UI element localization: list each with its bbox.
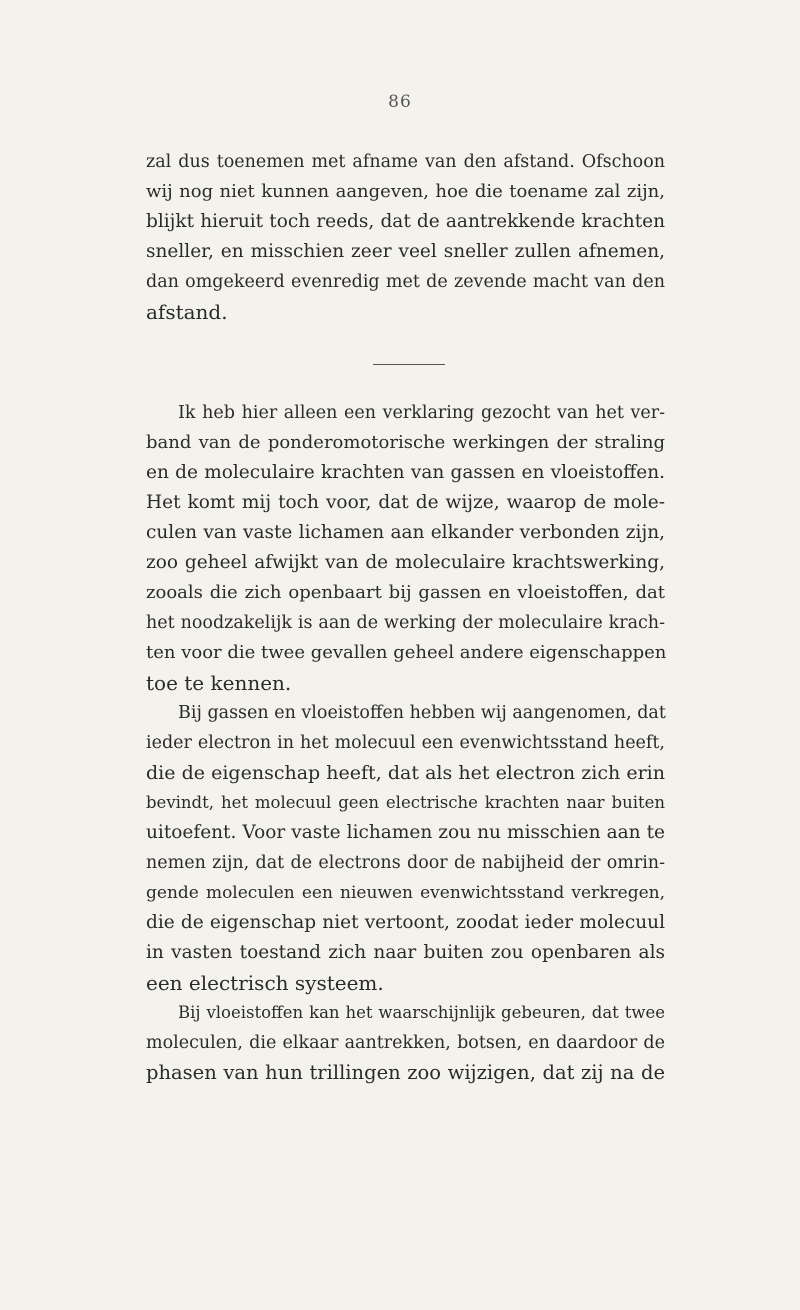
text-line: een electrisch systeem. xyxy=(146,971,384,995)
text-line: gende moleculen een nieuwen evenwichtsstand verkregen, xyxy=(146,883,665,903)
text-line: sneller, en misschien zeer veel sneller zullen afnemen, xyxy=(146,241,665,262)
page-number: 86 xyxy=(388,92,412,112)
text-line: bevindt, het molecuul geen electrische krachten naar buiten xyxy=(146,793,665,812)
text-line: Bij gassen en vloeistoffen hebben wij aangenomen, dat xyxy=(178,703,666,723)
text-line: uitoefent. Voor vaste lichamen zou nu misschien aan te xyxy=(146,822,665,843)
text-line: culen van vaste lichamen aan elkander verbonden zijn, xyxy=(146,522,665,543)
text-line: zal dus toenemen met afname van den afstand. Ofschoon xyxy=(146,152,665,172)
text-line: het noodzakelijk is aan de werking der moleculaire krach- xyxy=(146,613,665,633)
text-line: die de eigenschap niet vertoont, zoodat ieder molecuul xyxy=(146,912,665,933)
text-line: en de moleculaire krachten van gassen en vloeistoffen. xyxy=(146,462,665,483)
text-line: dan omgekeerd evenredig met de zevende macht van den xyxy=(146,272,665,292)
text-line: phasen van hun trillingen zoo wijzigen, dat zij na de xyxy=(146,1061,665,1084)
text-line: band van de ponderomotorische werkingen der straling xyxy=(146,432,665,453)
text-line: moleculen, die elkaar aantrekken, botsen, en daardoor de xyxy=(146,1033,665,1053)
text-line: blijkt hieruit toch reeds, dat de aantrekkende krachten xyxy=(146,211,665,232)
text-line: Ik heb hier alleen een verklaring gezocht van het ver- xyxy=(178,403,665,423)
text-line: ten voor die twee gevallen geheel andere eigenschappen xyxy=(146,642,667,663)
text-line: toe te kennen. xyxy=(146,671,292,695)
text-line: zoo geheel afwijkt van de moleculaire krachtswerking, xyxy=(146,552,665,573)
text-line: in vasten toestand zich naar buiten zou openbaren als xyxy=(146,942,665,963)
text-line: Het komt mij toch voor, dat de wijze, waarop de mole- xyxy=(146,492,665,513)
text-line: Bij vloeistoffen kan het waarschijnlijk gebeuren, dat twee xyxy=(178,1003,665,1022)
text-line: die de eigenschap heeft, dat als het electron zich erin xyxy=(146,762,665,784)
text-line: zooals die zich openbaart bij gassen en vloeistoffen, dat xyxy=(146,582,665,603)
text-line: wij nog niet kunnen aangeven, hoe die toename zal zijn, xyxy=(146,181,665,202)
text-line: nemen zijn, dat de electrons door de nabijheid der omrin- xyxy=(146,853,665,873)
text-line: afstand. xyxy=(146,300,228,324)
section-divider xyxy=(373,364,445,365)
text-line: ieder electron in het molecuul een evenwichtsstand heeft, xyxy=(146,733,665,753)
